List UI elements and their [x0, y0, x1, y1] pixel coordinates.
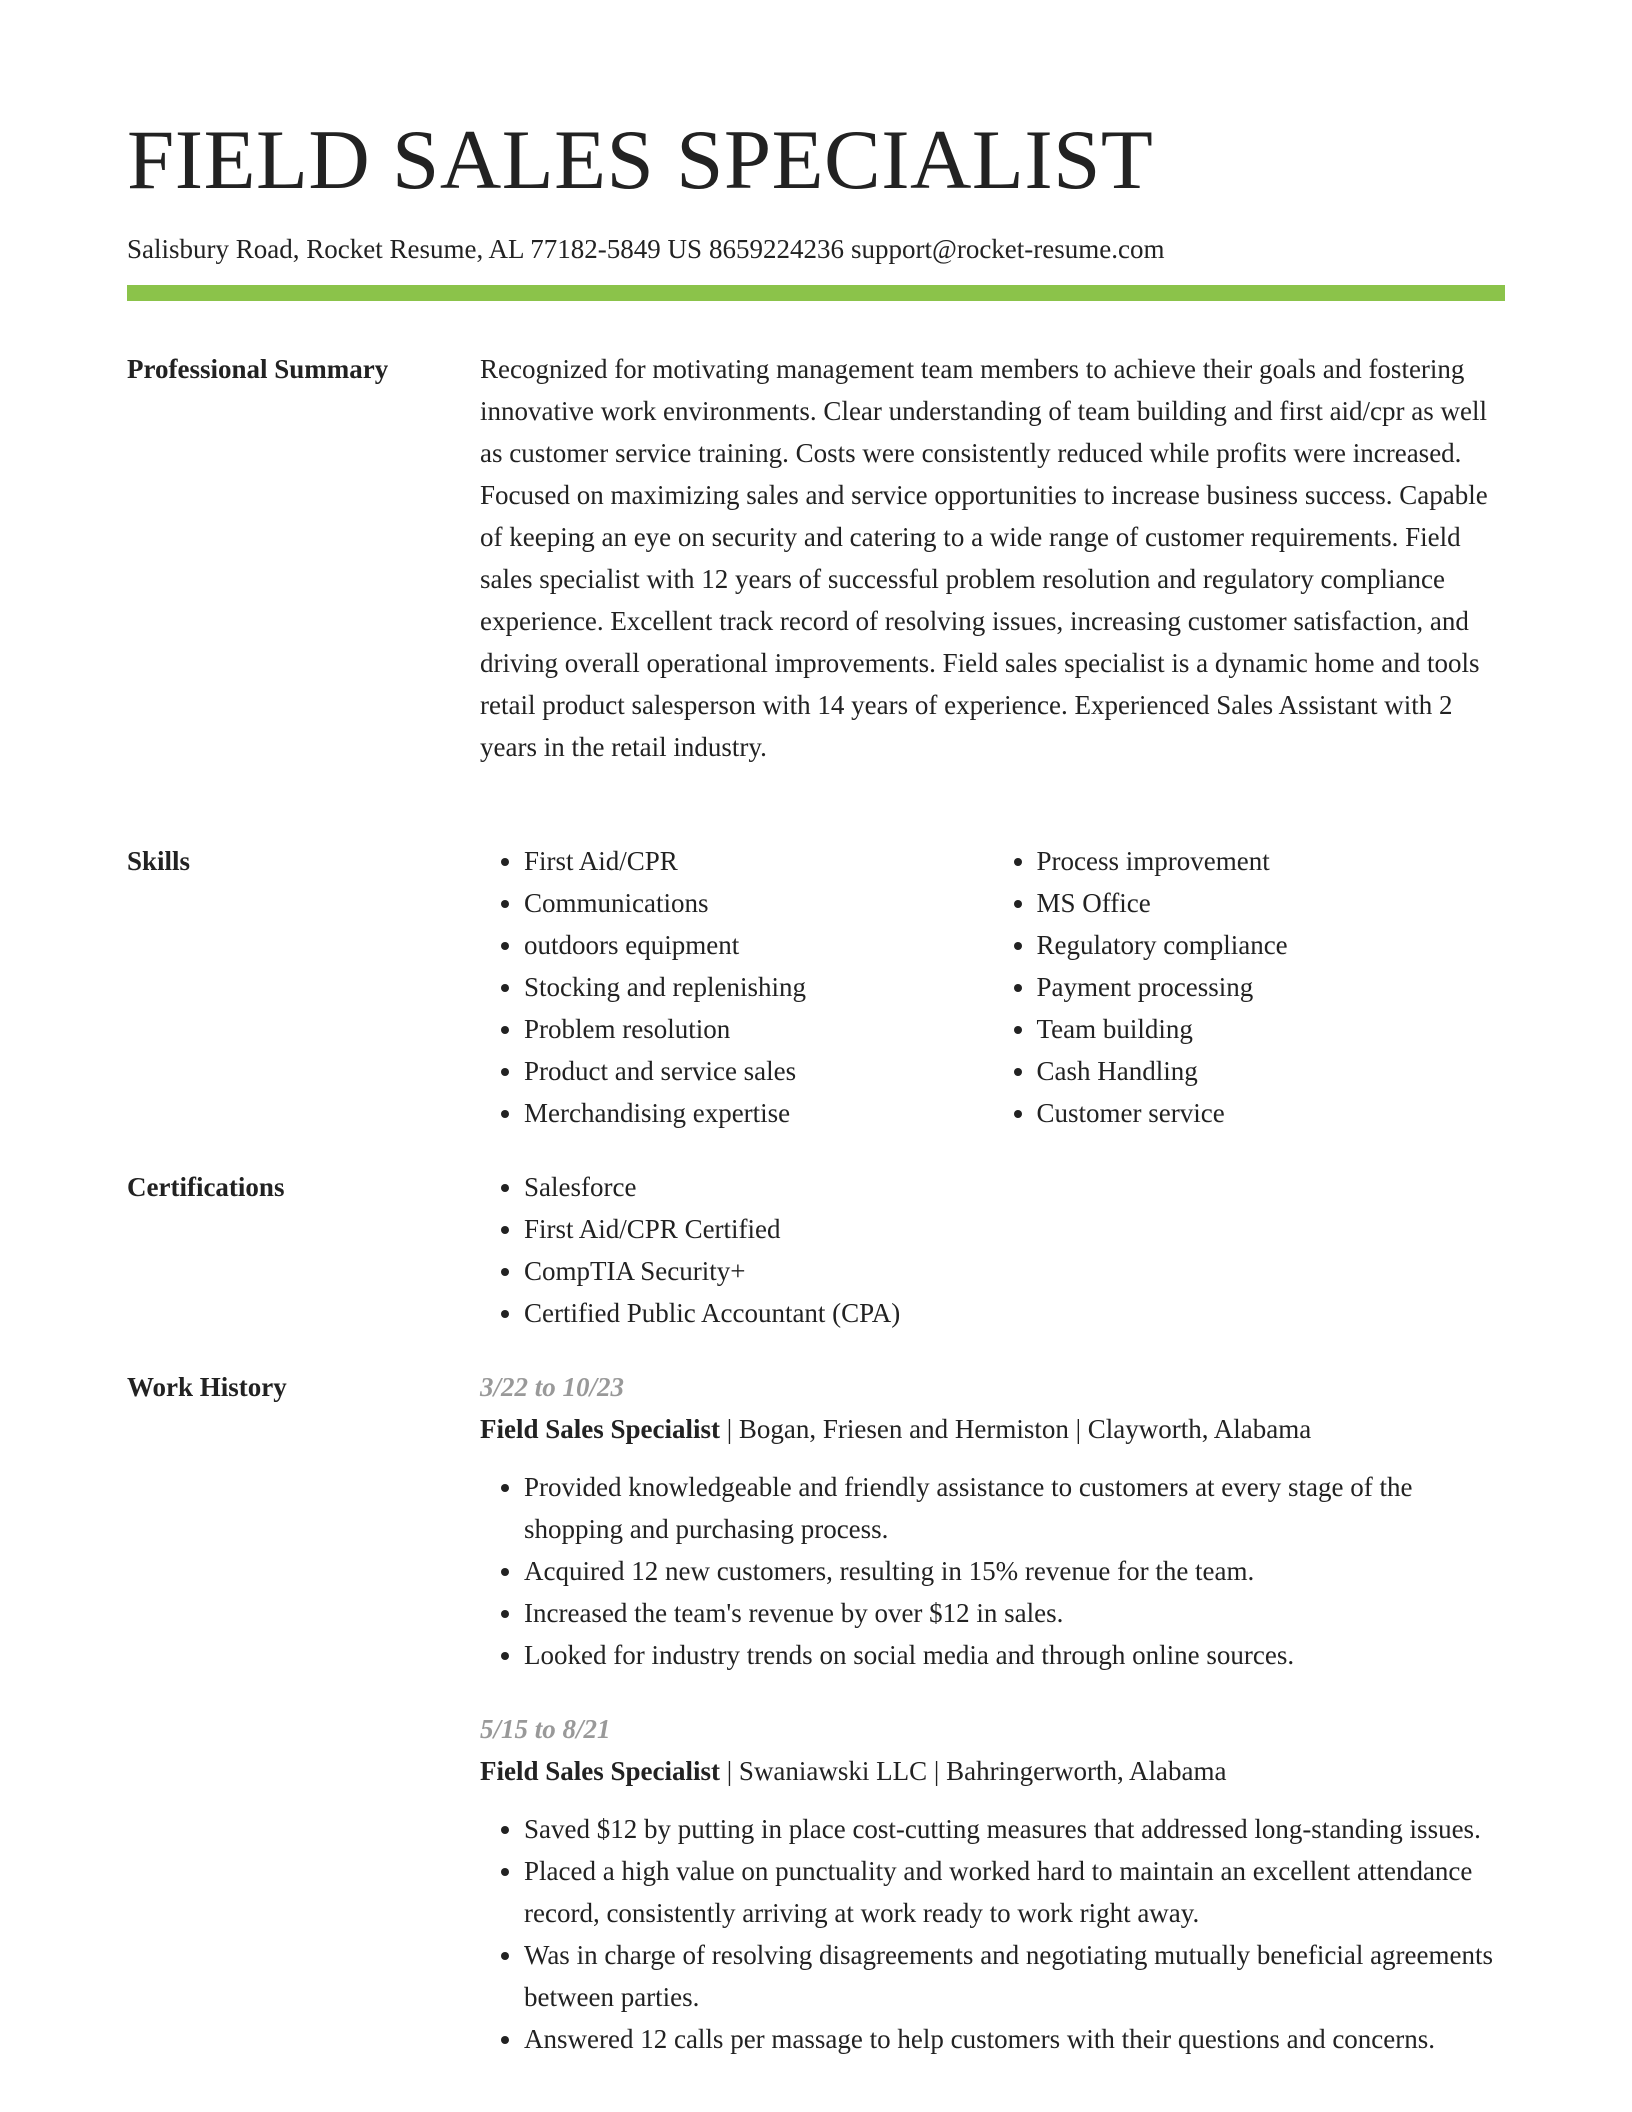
skill-item: • Team building — [1037, 1008, 1506, 1050]
job-title: Field Sales Specialist — [480, 1414, 721, 1444]
job-title: Field Sales Specialist — [480, 1756, 721, 1786]
skill-item: • outdoors equipment — [524, 924, 993, 966]
skill-item: • Communications — [524, 882, 993, 924]
contact-phone: 8659224236 — [708, 234, 844, 264]
section-title-work-history: Work History — [127, 1372, 287, 1402]
skill-item: • First Aid/CPR — [524, 840, 993, 882]
work-history-body — [480, 1366, 1505, 2060]
skill-item: • Process improvement — [1037, 840, 1506, 882]
certification-item: • Certified Public Accountant (CPA) — [524, 1292, 1505, 1334]
job-bullet: • Was in charge of resolving disagreements and negotiating mutually beneficial agreements between parties. — [524, 1934, 1505, 2018]
job-bullets — [480, 1808, 1505, 2060]
skill-item: • MS Office — [1037, 882, 1506, 924]
job-bullet: • Provided knowledgeable and friendly assistance to customers at every stage of the shopping and purchasing process. — [524, 1466, 1505, 1550]
job-dates: 3/22 to 10/23 — [480, 1372, 625, 1402]
job-company: Bogan, Friesen and Hermiston — [738, 1414, 1069, 1444]
job-heading: Field Sales Specialist | Bogan, Friesen and Hermiston | Clayworth, Alabama — [480, 1414, 1312, 1444]
job-bullet: • Saved $12 by putting in place cost-cutting measures that addressed long-standing issues. — [524, 1808, 1505, 1850]
job-bullet: • Increased the team's revenue by over $12 in sales. — [524, 1592, 1505, 1634]
skill-item: • Regulatory compliance — [1037, 924, 1506, 966]
contact-address: Salisbury Road, Rocket Resume, AL 77182-5849 US — [127, 234, 702, 264]
header-divider — [127, 285, 1505, 301]
skills-body — [480, 840, 1505, 1134]
job-bullet: • Placed a high value on punctuality and worked hard to maintain an excellent attendance record, consistently arriving at work ready to work right away. — [524, 1850, 1505, 1934]
job-heading: Field Sales Specialist | Swaniawski LLC | Bahringerworth, Alabama — [480, 1756, 1227, 1786]
job-bullet: • Looked for industry trends on social media and through online sources. — [524, 1634, 1505, 1676]
section-title-skills: Skills — [127, 846, 191, 876]
skill-item: • Cash Handling — [1037, 1050, 1506, 1092]
job-bullet: • Answered 12 calls per massage to help customers with their questions and concerns. — [524, 2018, 1505, 2060]
certifications-list — [480, 1166, 1505, 1334]
job-company: Swaniawski LLC — [738, 1756, 928, 1786]
job-bullet: • Acquired 12 new customers, resulting in 15% revenue for the team. — [524, 1550, 1505, 1592]
section-title-certifications: Certifications — [127, 1172, 285, 1202]
job-dates: 5/15 to 8/21 — [480, 1714, 611, 1744]
skill-item: • Payment processing — [1037, 966, 1506, 1008]
summary-body — [480, 348, 1505, 768]
job-entry — [480, 1366, 1505, 1676]
skill-item: • Product and service sales — [524, 1050, 993, 1092]
job-location: Clayworth, Alabama — [1087, 1414, 1312, 1444]
skill-item: • Problem resolution — [524, 1008, 993, 1050]
skills-list-left — [480, 840, 993, 1134]
certification-item: • CompTIA Security+ — [524, 1250, 1505, 1292]
contact-line — [127, 232, 1165, 266]
skill-item: • Merchandising expertise — [524, 1092, 993, 1134]
certifications-body — [480, 1166, 1505, 1334]
job-entry — [480, 1708, 1505, 2060]
skill-item: • Stocking and replenishing — [524, 966, 993, 1008]
section-title-summary: Professional Summary — [127, 354, 389, 384]
job-location: Bahringerworth, Alabama — [946, 1756, 1227, 1786]
skills-list-right — [993, 840, 1506, 1134]
job-bullets — [480, 1466, 1505, 1676]
skill-item: • Customer service — [1037, 1092, 1506, 1134]
summary-text: Recognized for motivating management team members to achieve their goals and fostering innovative work environments. Clear understanding of team building and first aid/cpr as well as customer service training. Costs were consistently reduced while profits were increased. Focused on maximizing sales and service opportunities to increase business success. Capable of keeping an eye on security and catering to a wide range of customer requirements. Field sales specialist with 12 years of successful problem resolution and regulatory compliance experience. Excellent track record of resolving issues, increasing customer satisfaction, and driving overall operational improvements. Field sales specialist is a dynamic home and tools retail product salesperson with 14 years of experience. Experienced Sales Assistant with 2 years in the retail industry. — [480, 354, 1488, 762]
resume-name: FIELD SALES SPECIALIST — [127, 113, 1154, 207]
certification-item: • First Aid/CPR Certified — [524, 1208, 1505, 1250]
certification-item: • Salesforce — [524, 1166, 1505, 1208]
contact-email: support@rocket-resume.com — [850, 234, 1165, 264]
